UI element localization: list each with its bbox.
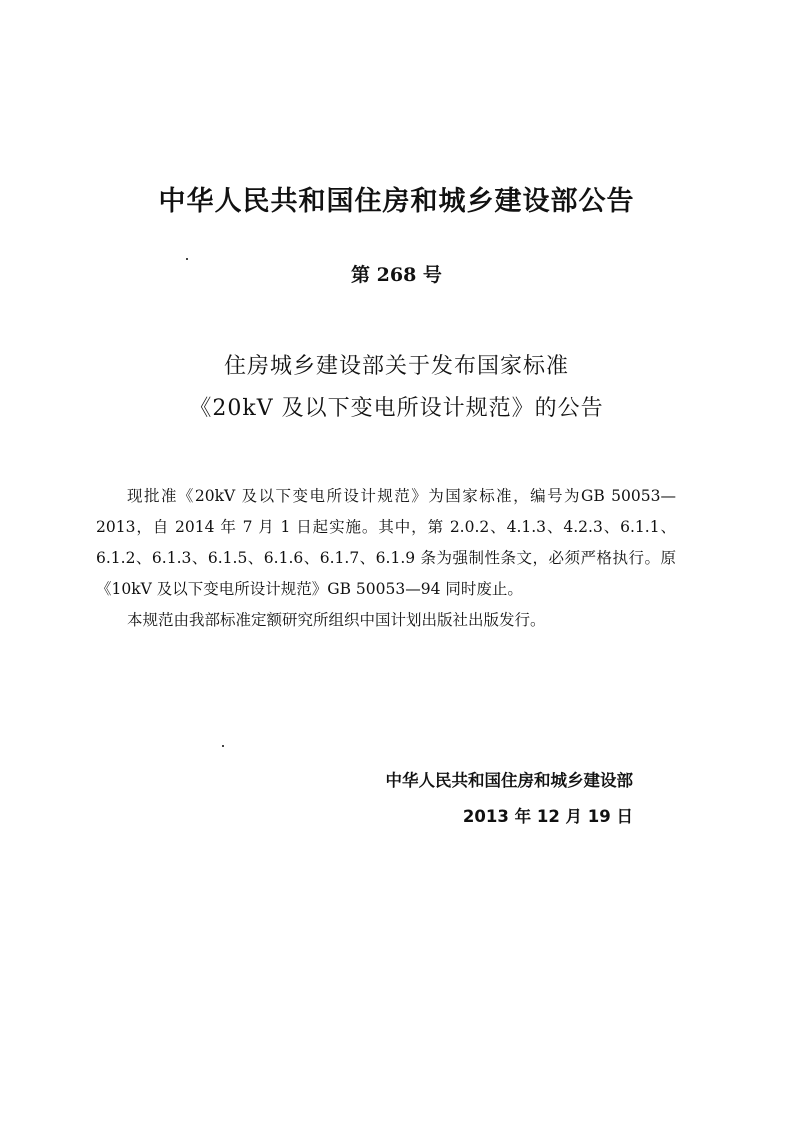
issuer-name: 中华人民共和国住房和城乡建设部 xyxy=(385,771,633,790)
scan-speck xyxy=(222,745,224,747)
ministry-title: 中华人民共和国住房和城乡建设部公告 xyxy=(158,186,635,217)
doc-number: 第 268 号 xyxy=(351,264,442,286)
announcement-body xyxy=(96,481,676,636)
subtitle-line-2: 《20kV 及以下变电所设计规范》的公告 xyxy=(189,396,604,421)
subtitle-line-1: 住房城乡建设部关于发布国家标准 xyxy=(223,354,569,379)
signature-block xyxy=(386,763,634,835)
body-paragraph-2: 本规范由我部标准定额研究所组织中国计划出版社出版发行。 xyxy=(127,611,546,629)
announcement-subtitle xyxy=(0,346,793,430)
issue-date: 2013 年 12 月 19 日 xyxy=(462,807,633,826)
body-paragraph-1: 现批准《20kV 及以下变电所设计规范》为国家标准，编号为GB 50053—2013，自 2014 年 7 月 1 日起实施。其中，第 2.0.2、4.1.3、4.2.3、6.1.1、6.1.2、6.1.3、6.1.5、6.1.6、6.1.7、6.1.9 条为强制性条文，必须严格执行。原《10kV 及以下变电所设计规范》GB 50053—94 同时废止。 xyxy=(96,487,676,598)
